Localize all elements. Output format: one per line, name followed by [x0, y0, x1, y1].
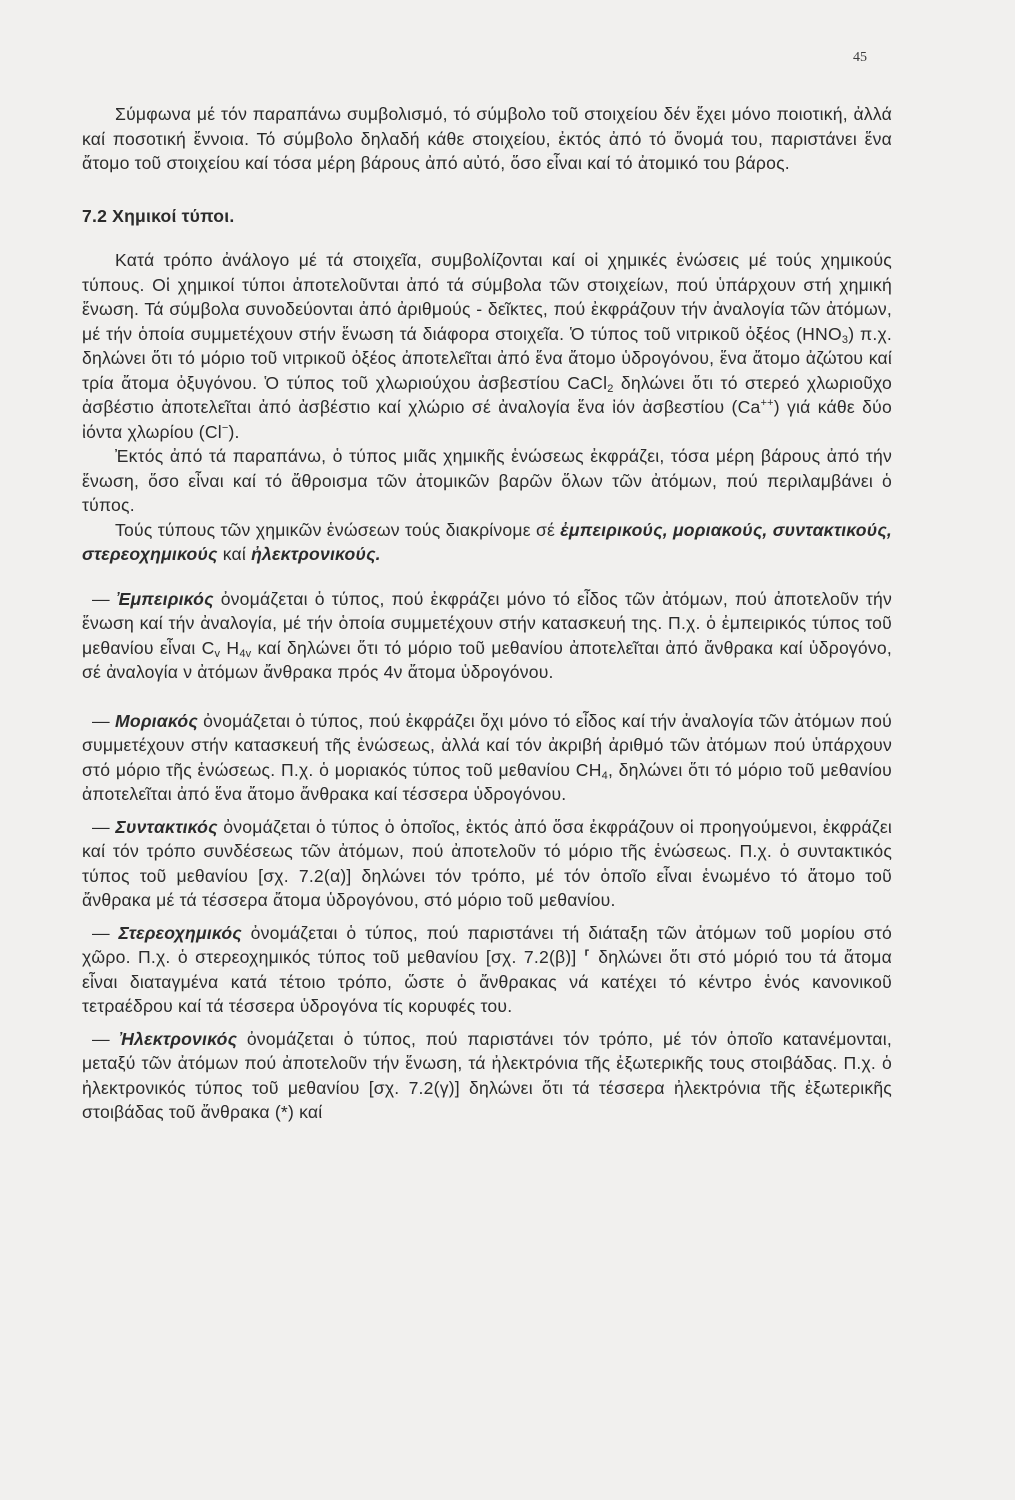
text-run: ὀνομάζεται ὁ τύπος, πού ἐκφράζει μόνο τό εἶδος τῶν ἀτόμων, πού ἀποτελοῦν τήν ἕνωση καί τήν ἀναλογία, μέ τήν ὁποία συμμετέχουν στήν κατασκευή της. Π.χ. ὁ ἐμπειρικός τύπος τοῦ μεθανίου εἶναι C	[82, 588, 892, 658]
term-molecular: Μοριακός	[115, 710, 198, 731]
intro-paragraph: Σύμφωνα μέ τόν παραπάνω συμβολισμό, τό σύμβολο τοῦ στοιχείου δέν ἔχει μόνο ποιοτική, ἀλλά καί ποσοτική ἔννοια. Τό σύμβολο δηλαδή κάθε στοιχείου, ἐκτός ἀπό τό ὄνομά του, παριστάνει ἕνα ἄτομο τοῦ στοιχείου καί τόσα μέρη βάρους ἀπό αὐτό, ὅσο εἶναι καί τό ἀτομικό του βάρος.	[82, 104, 892, 173]
term-empirical: Ἐμπειρικός	[116, 588, 214, 609]
text-run: καί	[217, 544, 252, 564]
subscript: 3	[841, 333, 849, 346]
definition-stereochemical	[82, 921, 892, 1019]
subscript: 2	[607, 382, 614, 395]
text-run: ὀνομάζεται ὁ τύπος, πού ἐκφράζει ὄχι μόνο τό εἶδος καί τήν ἀναλογία τῶν ἀτόμων πού συμμετέχουν στήν κατασκευή τῆς ἑνώσεως, ἀλλά καί τόν ἀκριβή ἀριθμό τῶν ἀτόμων πού ὑπάρχουν στό μόριο τῆς ἑνώσεως. Π.χ. ὁ μοριακός τύπος τοῦ μεθανίου CH	[82, 710, 892, 780]
term-electronic: Ἠλεκτρονικός	[119, 1028, 238, 1049]
dash: —	[92, 588, 117, 609]
definition-electronic	[82, 1027, 892, 1125]
superscript: −	[221, 421, 229, 434]
text-run: ὀνομάζεται ὁ τύπος, πού παριστάνει τή διάταξη τῶν ἀτόμων τοῦ μορίου στό χῶρο. Π.χ. ὁ στερεοχημικός τύπος τοῦ μεθανίου [σχ. 7.2(β)] ⸢ δηλώνει ὅτι στό μόριό του τά ἄτομα εἶναι διαταγμένα κατά τέτοιο τρόπο, ὥστε ὁ ἄνθρακας νά κατέχει τό κέντρο ἑνός κανονικοῦ τετραέδρου καί τά τέσσερα ὑδρογόνα τίς κορυφές του.	[82, 922, 892, 1016]
formula-type-electronic: ἠλεκτρονικούς.	[251, 544, 381, 564]
text-run: H	[220, 637, 240, 658]
dash: —	[92, 710, 116, 731]
text-run: ) γιά κάθε δύο ἰόντα χλωρίου (Cl	[82, 397, 892, 442]
section-heading: 7.2 Χημικοί τύποι.	[82, 205, 235, 226]
subscript: 4	[601, 769, 608, 782]
page-content	[82, 102, 892, 1125]
text-run: , δηλώνει ὅτι τό μόριο τοῦ μεθανίου ἀποτελεῖται ἀπό ἕνα ἄτομο ἄνθρακα καί τέσσερα ὑδρογόνου.	[82, 759, 892, 804]
dash: —	[92, 816, 116, 837]
text-run: ).	[228, 421, 240, 442]
text-run: Κατά τρόπο ἀνάλογο μέ τά στοιχεῖα, συμβολίζονται καί οἱ χημικές ἑνώσεις μέ τούς χημικούς τύπους. Οἱ χημικοί τύποι ἀποτελοῦνται ἀπό τά σύμβολα τῶν στοιχείων, πού ὑπάρχουν στή χημική ἕνωση. Τά σύμβολα συνοδεύονται ἀπό ἀριθμούς - δεῖκτες, πού ἐκφράζουν τήν ἀναλογία τῶν ἀτόμων, μέ τήν ὁποία συμμετέχουν στήν ἕνωση τά διάφορα στοιχεῖα. Ὁ τύπος τοῦ νιτρικοῦ ὀξέος (HNO	[82, 250, 892, 344]
text-run: Τούς τύπους τῶν χημικῶν ἑνώσεων τούς διακρίνομε σέ	[115, 519, 561, 540]
page-number: 45	[853, 50, 867, 65]
definition-structural	[82, 815, 892, 913]
paragraph-chemical-formulas	[82, 248, 892, 444]
text-run: ὀνομάζεται ὁ τύπος ὁ ὁποῖος, ἐκτός ἀπό ὅσα ἐκφράζουν οἱ προηγούμενοι, ἐκφράζει καί τόν τρόπο συνδέσεως τῶν ἀτόμων, πού ἀποτελοῦν τό μόριο τῆς ἑνώσεως. Π.χ. ὁ συντακτικός τύπος τοῦ μεθανίου [σχ. 7.2(α)] δηλώνει τόν τρόπο, μέ τόν ὁποῖο εἶναι ἑνωμένο τό ἄτομο τοῦ ἄνθρακα μέ τά τέσσερα ἄτομα ὑδρογόνου, στό μόριο τοῦ μεθανίου.	[82, 816, 892, 910]
term-stereochemical: Στερεοχημικός	[118, 922, 242, 943]
definition-molecular	[82, 709, 892, 807]
text-run: ) π.χ. δηλώνει ὅτι τό μόριο τοῦ νιτρικοῦ ὀξέος ἀποτελεῖται ἀπό ἕνα ἄτομο ὑδρογόνου, ἕνα ἄτομο ἀζώτου καί τρία ἄτομα ὀξυγόνου. Ὁ τύπος τοῦ χλωριούχου ἀσβεστίου CaCl	[82, 323, 892, 393]
subscript: v	[214, 647, 221, 660]
dash: —	[92, 1028, 120, 1049]
text-run: δηλώνει ὅτι τό στερεό χλωριοῦχο ἀσβέστιο ἀποτελεῖται ἀπό ἀσβέστιο καί χλώριο σέ ἀναλογία ἕνα ἰόν ἀσβεστίου (Ca	[82, 372, 892, 417]
paragraph-formula-types	[82, 518, 892, 567]
subscript: 4v	[239, 647, 252, 660]
term-structural: Συντακτικός	[115, 816, 218, 837]
superscript: ++	[760, 397, 774, 409]
formula-types-list: ἐμπειρικούς, μοριακούς, συντακτικούς, στερεοχημικούς	[82, 519, 892, 564]
paragraph-formula-weight: Ἐκτός ἀπό τά παραπάνω, ὁ τύπος μιᾶς χημικῆς ἑνώσεως ἐκφράζει, τόσα μέρη βάρους ἀπό τήν ἕνωση, ὅσο εἶναι καί τό ἄθροισμα τῶν ἀτομικῶν βαρῶν ὅλων τῶν ἀτόμων, πού περιλαμβάνει ὁ τύπος.	[82, 446, 892, 515]
definition-empirical	[82, 587, 892, 685]
dash: —	[92, 922, 119, 943]
text-run: ὀνομάζεται ὁ τύπος, πού παριστάνει τόν τρόπο, μέ τόν ὁποῖο κατανέμονται, μεταξύ τῶν ἀτόμων πού ἀποτελοῦν τήν ἕνωση, τά ἠλεκτρόνια τῆς ἐξωτερικῆς τους στοιβάδας. Π.χ. ὁ ἠλεκτρονικός τύπος τοῦ μεθανίου [σχ. 7.2(γ)] δηλώνει ὅτι τά τέσσερα ἠλεκτρόνια τῆς ἐξωτερικῆς στοιβάδας τοῦ ἄνθρακα (*) καί	[82, 1028, 892, 1122]
text-run: καί δηλώνει ὅτι τό μόριο τοῦ μεθανίου ἀποτελεῖται ἀπό ἄνθρακα καί ὑδρογόνο, σέ ἀναλογία ν ἀτόμων ἄνθρακα πρός 4ν ἄτομα ὑδρογόνου.	[82, 637, 892, 682]
